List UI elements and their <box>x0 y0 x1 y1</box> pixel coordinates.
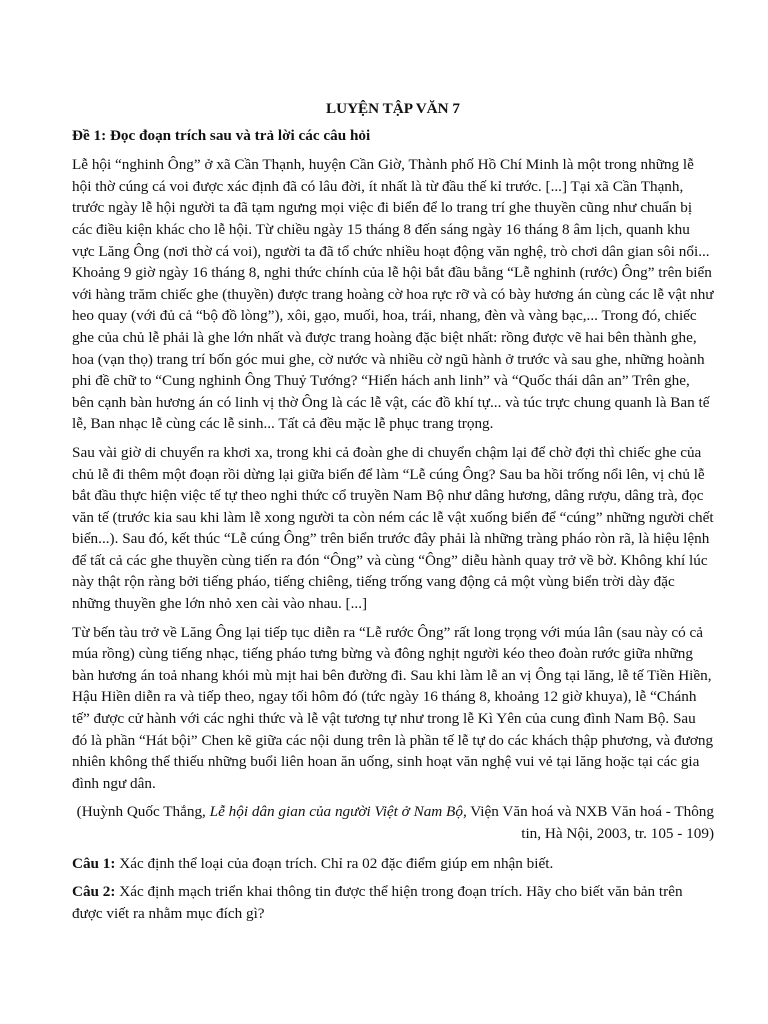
passage-paragraph-1: Lễ hội “nghinh Ông” ở xã Cần Thạnh, huyện Cần Giờ, Thành phố Hồ Chí Minh là một trong những lễ hội thờ cúng cá voi được xác định đã có lâu đời, ít nhất là từ đầu thế kỉ trước. [...] Tại xã Cần Thạnh, trước ngày lễ hội người ta đã tạm ngưng mọi việc đi biển để lo trang trí ghe thuyền cũng như chuẩn bị các điều kiện khác cho lễ hội. Từ chiều ngày 15 tháng 8 đến sáng ngày 16 tháng 8 âm lịch, quanh khu vực Lăng Ông (nơi thờ cá voi), người ta đã tổ chức nhiều hoạt động văn nghệ, trò chơi dân gian sôi nổi... Khoảng 9 giờ ngày 16 tháng 8, nghi thức chính của lễ hội bắt đầu bằng “Lễ nghinh (rước) Ông” trên biển với hàng trăm chiếc ghe (thuyền) được trang hoàng cờ hoa rực rỡ và có bày hương án cùng các lễ vật như heo quay (với đủ cả “bộ đồ lòng”), xôi, gạo, muối, hoa, trái, nhang, đèn và vàng bạc,... Trong đó, chiếc ghe của chủ lễ phải là ghe lớn nhất và được trang hoàng đặc biệt nhất: rồng được vẽ hai bên thành ghe, hoa (vạn thọ) trang trí bốn góc mui ghe, cờ nước và nhiều cờ ngũ hành ở trước và sau ghe, những hoành phi đề chữ to “Cung nghinh Ông Thuỷ Tướng? “Hiển hách anh linh” và “Quốc thái dân an” Trên ghe, bên cạnh bàn hương án có linh vị thờ Ông là các lễ vật, các đồ khí tự... và túc trực chung quanh là Ban tế lễ, Ban nhạc lễ cùng các lễ sinh... Tất cả đều mặc lễ phục trang trọng. <box>72 156 714 433</box>
question-1-label: Câu 1: <box>72 854 116 872</box>
passage-paragraph-3: Từ bến tàu trở về Lăng Ông lại tiếp tục diễn ra “Lễ rước Ông” rất long trọng với múa lân (sau này có cả múa rồng) cùng tiếng nhạc, tiếng pháo tưng bừng và đông nghịt người kéo theo đoàn rước giữa những bàn hương án toả nhang khói mù mịt hai bên đường đi. Sau khi làm lễ an vị Ông tại lăng, lễ tế Tiền Hiền, Hậu Hiền diễn ra và tiếp theo, ngay tối hôm đó (tức ngày 16 tháng 8, khoảng 12 giờ khuya), lễ “Chánh tế” được cử hành với các nghi thức và lễ vật tương tự như trong lễ Kì Yên của cung đình Nam Bộ. Sau đó là phần “Hát bội” Chen kẽ giữa các nội dung trên là phần tế lễ tự do các khách thập phương, và đương nhiên không thể thiếu những buổi liên hoan ăn uống, sinh hoạt văn nghệ vui vẻ tại lăng hoặc tại các gia đình ngư dân. <box>72 623 714 792</box>
section-heading: Đề 1: Đọc đoạn trích sau và trả lời các câu hỏi <box>72 126 371 144</box>
question-2 <box>72 881 714 924</box>
question-1-text: Xác định thể loại của đoạn trích. Chỉ ra 02 đặc điểm giúp em nhận biết. <box>115 854 554 872</box>
question-2-label: Câu 2: <box>72 883 116 901</box>
document-page <box>72 98 714 931</box>
passage-paragraph-2: Sau vài giờ di chuyển ra khơi xa, trong khi cả đoàn ghe di chuyển chậm lại để chờ đợi thì chiếc ghe của chủ lễ đi thêm một đoạn rồi dừng lại giữa biển để làm “Lễ cúng Ông? Sau ba hồi trống nổi lên, vị chủ lễ bắt đầu thực hiện việc tế tự theo nghi thức cổ truyền Nam Bộ như dâng hương, dâng rượu, dâng trà, đọc văn tế (trước kia sau khi làm lễ xong người ta còn ném các lễ vật xuống biển để “cúng” những người chết biển...). Sau đó, kết thúc “Lễ cúng Ông” trên biển trước đây phải là những tràng pháo ròn rã, là hiệu lệnh để tất cả các ghe thuyền cùng tiến ra đón “Ông” và cùng “Ông” diễu hành quay trở về bờ. Không khí lúc này thật rộn ràng bởi tiếng pháo, tiếng chiêng, tiếng trống vang động cả một vùng biển trời dày đặc những thuyền ghe lớn nhỏ xen cài vào nhau. [...] <box>72 443 714 613</box>
citation-book-title: Lễ hội dân gian của người Việt ở Nam Bộ <box>209 803 463 821</box>
citation-prefix: (Huỳnh Quốc Thắng, <box>76 803 210 821</box>
document-title: LUYỆN TẬP VĂN 7 <box>325 100 461 117</box>
citation <box>72 801 714 844</box>
question-1 <box>72 853 714 875</box>
question-2-text: Xác định mạch triển khai thông tin được thể hiện trong đoạn trích. Hãy cho biết văn bản trên được viết ra nhằm mục đích gì? <box>72 883 683 922</box>
citation-suffix: , Viện Văn hoá và NXB Văn hoá - Thông tin, Hà Nội, 2003, tr. 105 - 109) <box>462 803 714 842</box>
